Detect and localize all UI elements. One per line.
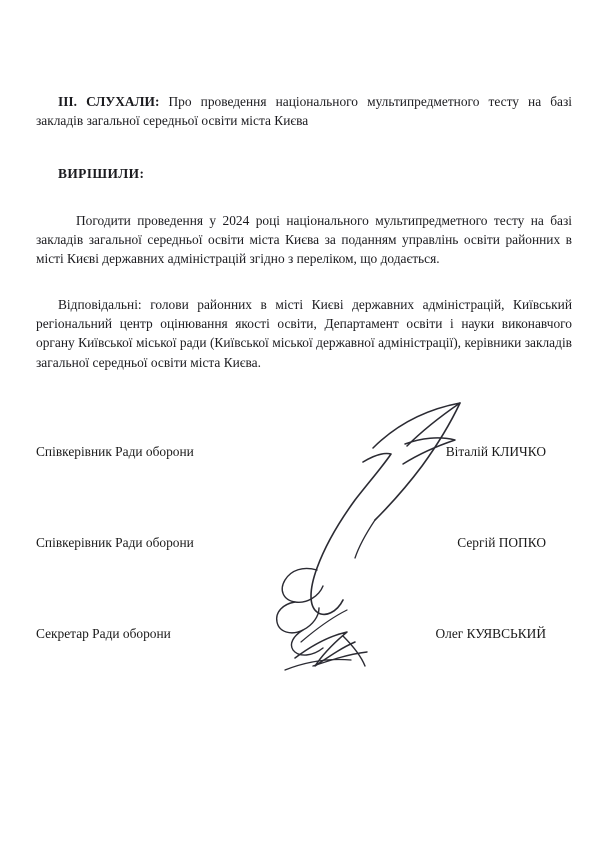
signature-row (36, 533, 572, 552)
signature-name: Олег КУЯВСЬКИЙ (435, 625, 546, 641)
signature-role: Співкерівник Ради оборони (36, 534, 194, 550)
section-decided-label: ВИРІШИЛИ: (58, 165, 145, 181)
section-heard-text: Про проведення національного мультипредметного тесту на базі закладів загальної середньої освіти міста Києва (36, 94, 572, 129)
signature-role: Секретар Ради оборони (36, 625, 171, 641)
signature-row (36, 442, 572, 461)
signature-block (36, 442, 572, 643)
resolution-paragraph: Погодити проведення у 2024 році національного мультипредметного тесту на базі закладів загальної середньої освіти міста Києва за поданням управлінь освіти районних в місті Києві державних адміністрацій згідно з переліком, що додається. (36, 212, 572, 267)
responsible-paragraph: Відповідальні: голови районних в місті Києві державних адміністрацій, Київський регіональний центр оцінювання якості освіти, Департамент освіти і науки виконавчого органу Київської міської ради (Київської міської державної адміністрації), керівники закладів загальної середньої освіти міста Києва. (36, 296, 572, 370)
document-body (36, 0, 572, 643)
section-heard-label: III. СЛУХАЛИ: (58, 94, 160, 109)
signature-row (36, 624, 572, 643)
signature-name: Сергій ПОПКО (457, 534, 546, 550)
signature-name: Віталій КЛИЧКО (445, 443, 546, 459)
signature-role: Співкерівник Ради оборони (36, 443, 194, 459)
section-heard (36, 92, 572, 131)
